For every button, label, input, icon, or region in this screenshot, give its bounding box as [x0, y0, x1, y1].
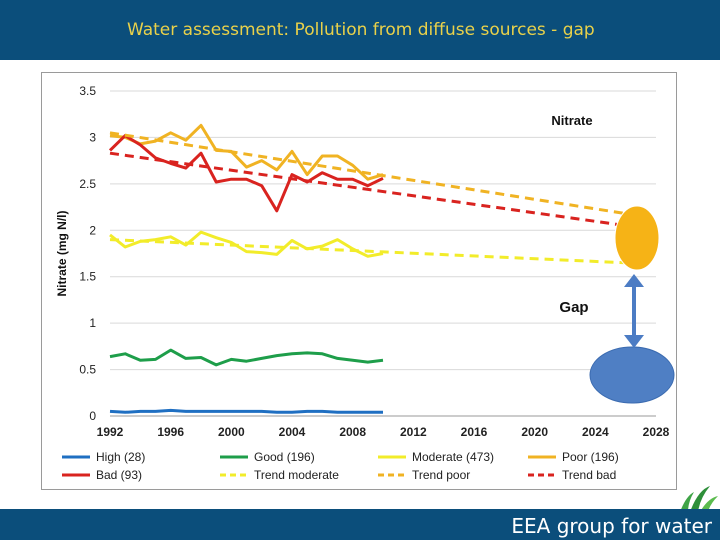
- series-line: [110, 153, 626, 225]
- x-tick-label: 1992: [96, 425, 124, 439]
- legend-label: Bad (93): [96, 468, 143, 482]
- series-line: [110, 133, 626, 214]
- y-tick-label: 0: [89, 409, 96, 423]
- series-line: [110, 240, 626, 263]
- target-level-ellipse: [590, 347, 674, 403]
- legend-label: Poor (196): [562, 450, 619, 464]
- y-axis-label: Nitrate (mg N/l): [55, 210, 69, 297]
- x-tick-label: 2020: [521, 425, 549, 439]
- y-tick-label: 3.5: [79, 84, 96, 98]
- gap-arrow-head-up: [624, 274, 644, 287]
- x-tick-label: 2024: [581, 425, 609, 439]
- chart-panel: [41, 72, 677, 490]
- series-line: [110, 232, 383, 256]
- y-tick-label: 0.5: [79, 362, 96, 377]
- y-tick-label: 2.5: [79, 176, 96, 191]
- y-tick-label: 1.5: [79, 269, 96, 284]
- y-tick-label: 2: [89, 223, 96, 238]
- legend-label: High (28): [96, 450, 146, 464]
- x-tick-label: 2004: [278, 425, 306, 439]
- legend-label: Trend moderate: [254, 468, 339, 482]
- legend-label: Trend bad: [562, 468, 617, 482]
- x-tick-label: 2012: [399, 425, 427, 439]
- x-tick-label: 2008: [339, 425, 367, 439]
- header-bar: [0, 0, 720, 60]
- y-tick-label: 1: [89, 316, 96, 331]
- series-line: [110, 410, 383, 412]
- footer-label: EEA group for water: [511, 514, 712, 538]
- footer-bar: [0, 509, 720, 540]
- series-line: [110, 350, 383, 365]
- x-tick-label: 2000: [217, 425, 245, 439]
- annotation-gap: Gap: [559, 299, 589, 316]
- x-tick-label: 2028: [642, 425, 670, 439]
- annotation-nitrate: Nitrate: [551, 113, 593, 128]
- legend-label: Good (196): [254, 450, 315, 464]
- nitrate-chart: [42, 73, 678, 491]
- gap-arrow-head-down: [624, 335, 644, 348]
- legend-label: Moderate (473): [412, 450, 495, 464]
- x-tick-label: 1996: [157, 425, 185, 439]
- y-tick-label: 3: [89, 130, 96, 145]
- x-tick-label: 2016: [460, 425, 488, 439]
- current-level-ellipse: [615, 206, 659, 270]
- legend-label: Trend poor: [412, 468, 471, 482]
- slide-title: Water assessment: Pollution from diffuse sources - gap: [127, 20, 595, 40]
- grass-logo-icon: [676, 482, 720, 512]
